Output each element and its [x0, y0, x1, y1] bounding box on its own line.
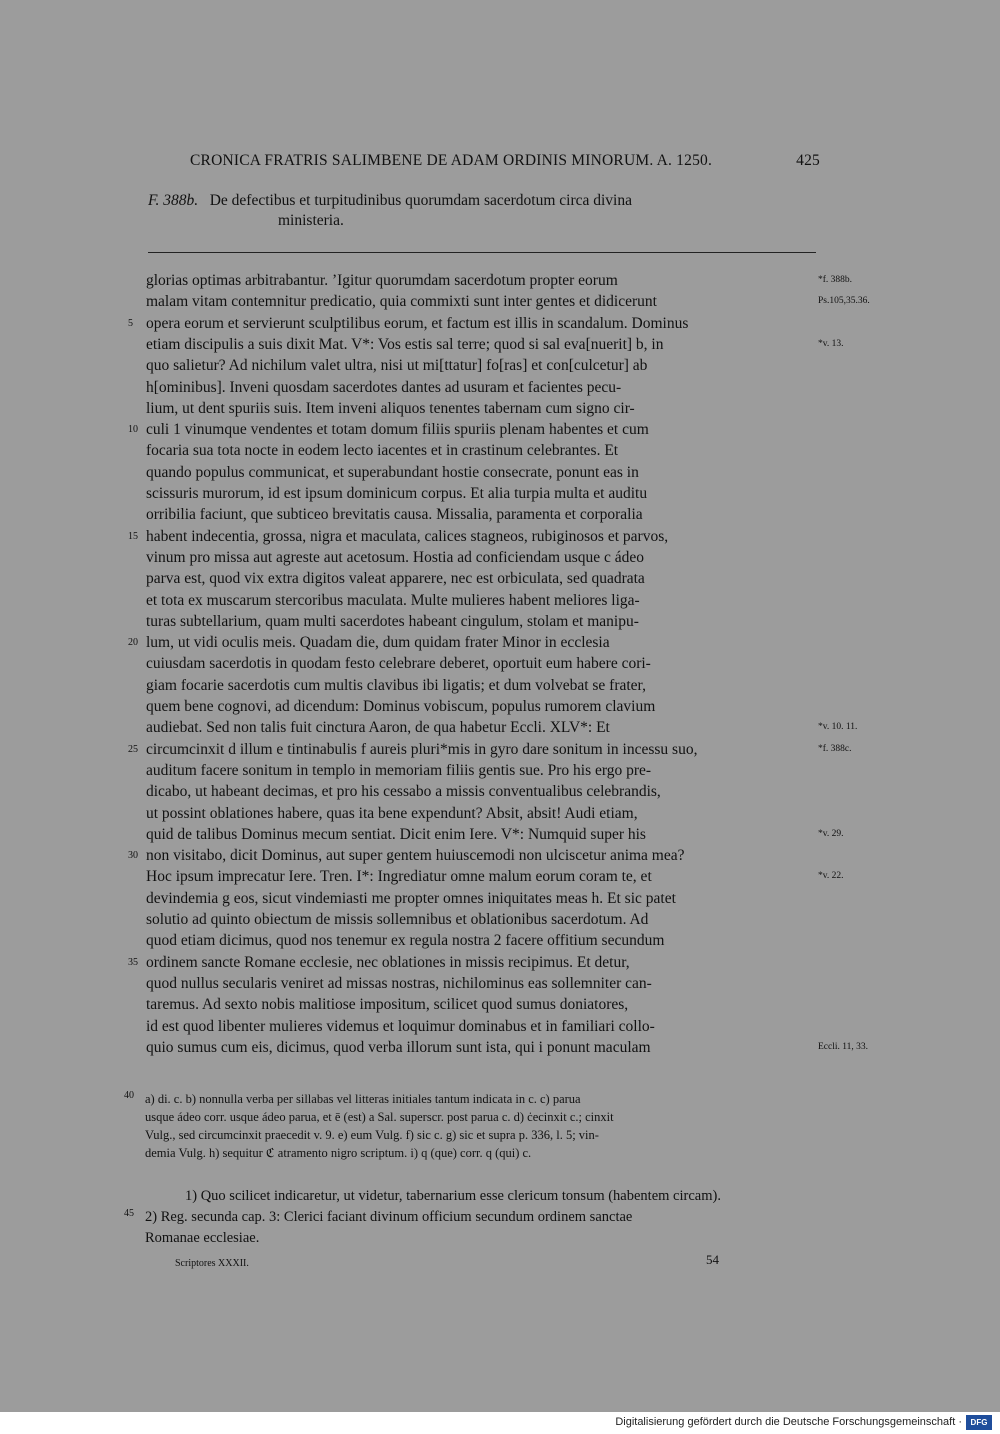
line-number: 5 [128, 318, 133, 329]
signature-mark: Scriptores XXXII. [175, 1258, 249, 1269]
text-line: scissuris murorum, id est ipsum dominicum corpus. Et alia turpia multa et auditu [146, 485, 648, 502]
chapter-title-continuation: ministeria. [278, 212, 344, 229]
footnote-2-continuation: Romanae ecclesiae. [145, 1230, 260, 1246]
margin-reference: *v. 10. 11. [818, 722, 858, 732]
line-number: 35 [128, 957, 138, 968]
notes-line-number: 40 [124, 1090, 134, 1101]
margin-reference: Ps.105,35.36. [818, 296, 870, 306]
sheet-number: 54 [706, 1252, 719, 1267]
text-line: Hoc ipsum imprecatur Iere. Tren. I*: Ingrediatur omne malum eorum coram te, et [146, 868, 652, 885]
text-line: quando populus communicat, et superabundant hostie consecrate, ponunt eas in [146, 464, 639, 481]
text-line: glorias optimas arbitrabantur. ʼIgitur quorumdam sacerdotum propter eorum [146, 272, 618, 289]
text-line: cuiusdam sacerdotis in quodam festo celebrare deberet, oportuit eum habere cori- [146, 655, 651, 672]
text-line: taremus. Ad sexto nobis malitiose impositum, scilicet quod sumus doniatores, [146, 996, 629, 1013]
running-title: CRONICA FRATRIS SALIMBENE DE ADAM ORDINIS MINORUM. A. 1250. [190, 152, 713, 169]
text-line: ordinem sancte Romane ecclesie, nec oblationes in missis recipimus. Et detur, [146, 954, 630, 971]
text-line: turas subtellarium, quam multi sacerdotes habeant cingulum, stolam et manipu- [146, 613, 639, 630]
text-line: quio sumus cum eis, dicimus, quod verba illorum sunt ista, qui i ponunt maculam [146, 1039, 651, 1056]
text-line: giam focarie sacerdotis cum multis clavibus ibi ligatis; et dum volvebat se frater, [146, 677, 646, 694]
heading-rule [148, 252, 816, 253]
note-line: Vulg., sed circumcinxit praecedit v. 9. e) eum Vulg. f) sic c. g) sic et supra p. 336, l. 5; vin- [145, 1128, 599, 1142]
text-line: quo salietur? Ad nichilum valet ultra, nisi ut mi[ttatur] fo[ras] et con[culcetur] ab [146, 357, 648, 374]
margin-reference: *f. 388b. [818, 275, 853, 285]
note-line: usque ádeo corr. usque ádeo parua, et ē (est) a Sal. superscr. post parua c. d) ċecinxit c.; cinxit [145, 1110, 614, 1124]
text-line: quid de talibus Dominus mecum sentiat. Dicit enim Iere. V*: Numquid super his [146, 826, 646, 843]
line-number: 10 [128, 424, 138, 435]
text-line: lium, ut dent spuriis suis. Item inveni aliquos tenentes tabernam cum signo cir- [146, 400, 635, 417]
text-line: id est quod libenter mulieres videmus et loquimur dominabus et in familiari collo- [146, 1018, 655, 1035]
running-header [190, 152, 820, 170]
text-line: opera eorum et servierunt sculptilibus eorum, et factum est illis in scandalum. Dominus [146, 315, 689, 332]
text-line: dicabo, ut habeant decimas, et pro his cessabo a missis conventualibus celebrandis, [146, 783, 661, 800]
funding-text: Digitalisierung gefördert durch die Deutsche Forschungsgemeinschaft · [615, 1416, 962, 1428]
text-line: habent indecentia, grossa, nigra et maculata, calices stagneos, rubiginosos et parvos, [146, 528, 669, 545]
text-line: culi 1 vinumque vendentes et totam domum filiis spuriis plenam habentes et cum [146, 421, 649, 438]
critical-notes [145, 1090, 815, 1162]
note-line: a) di. c. b) nonnulla verba per sillabas vel litteras initiales tantum indicata in c. c) parua [145, 1092, 581, 1106]
text-line: circumcinxit d illum e tintinabulis f aureis pluri*mis in gyro dare sonitum in incessu suo, [146, 741, 698, 758]
text-line: etiam discipulis a suis dixit Mat. V*: Vos estis sal terre; quod si sal eva[nuerit] b, in [146, 336, 664, 353]
margin-reference: *v. 13. [818, 339, 844, 349]
text-line: auditum facere sonitum in templo in memoriam filiis gentis sue. Pro his ergo pre- [146, 762, 652, 779]
text-line: ut possint oblationes habere, quas ita bene expendunt? Absit, absit! Audi etiam, [146, 805, 638, 822]
text-line: vinum pro missa aut agreste aut acetosum. Hostia ad conficiendam usque c ádeo [146, 549, 644, 566]
footnotes-line-number: 45 [124, 1208, 134, 1219]
text-line: orribilia faciunt, que subticeo brevitatis causa. Missalia, paramenta et corporalia [146, 506, 643, 523]
text-line: audiebat. Sed non talis fuit cinctura Aaron, de qua habetur Eccli. XLV*: Et [146, 719, 610, 736]
text-line: solutio ad quinto obiectum de missis sollemnibus et oblationibus sacerdotum. Ad [146, 911, 649, 928]
line-number: 25 [128, 744, 138, 755]
footnotes [145, 1186, 815, 1249]
line-number: 30 [128, 850, 138, 861]
text-line: non visitabo, dicit Dominus, aut super gentem huiuscemodi non ulciscetur anima mea? [146, 847, 685, 864]
line-number: 20 [128, 637, 138, 648]
line-number: 15 [128, 531, 138, 542]
margin-reference: *f. 388c. [818, 744, 852, 754]
chapter-title: De defectibus et turpitudinibus quorumdam sacerdotum circa divina [209, 192, 632, 209]
page-number: 425 [796, 152, 820, 169]
chapter-heading [148, 191, 818, 231]
text-line: malam vitam contemnitur predicatio, quia commixti sunt inter gentes et didicerunt [146, 293, 657, 310]
text-line: quod etiam dicimus, quod nos tenemur ex regula nostra 2 facere offitium secundum [146, 932, 665, 949]
margin-reference: *v. 29. [818, 829, 844, 839]
text-line: et tota ex muscarum stercoribus maculata. Multe mulieres habent meliores liga- [146, 592, 640, 609]
footnote-2: 2) Reg. secunda cap. 3: Clerici faciant divinum officium secundum ordinem sanctae [145, 1209, 633, 1225]
dfg-logo[interactable]: DFG [966, 1415, 992, 1430]
folio-reference: F. 388b. [148, 192, 199, 209]
text-line: quem bene cognovi, ad dicendum: Dominus vobiscum, populus rumorem clavium [146, 698, 656, 715]
note-line: demia Vulg. h) sequitur ℭ atramento nigro scriptum. i) q (que) corr. q (qui) c. [145, 1146, 532, 1160]
text-line: lum, ut vidi oculis meis. Quadam die, dum quidam frater Minor in ecclesia [146, 634, 610, 651]
text-line: h[ominibus]. Inveni quosdam sacerdotes dantes ad usuram et facientes pecu- [146, 379, 622, 396]
text-line: quod nullus secularis veniret ad missas nostras, nichilominus eas sollemniter can- [146, 975, 652, 992]
text-line: devindemia g eos, sicut vindemiasti me propter omnes iniquitates meas h. Et sic patet [146, 890, 676, 907]
footnote-1: 1) Quo scilicet indicaretur, ut videtur, tabernarium esse clericum tonsum (habentem circam). [185, 1188, 721, 1204]
margin-reference: *v. 22. [818, 871, 844, 881]
funding-bar [0, 1412, 1000, 1434]
text-line: focaria sua tota nocte in eodem lecto iacentes et in crastinum celebrantes. Et [146, 442, 619, 459]
text-line: parva est, quod vix extra digitos valeat apparere, nec est orbiculata, sed quadrata [146, 570, 645, 587]
margin-reference: Eccli. 11, 33. [818, 1042, 869, 1052]
